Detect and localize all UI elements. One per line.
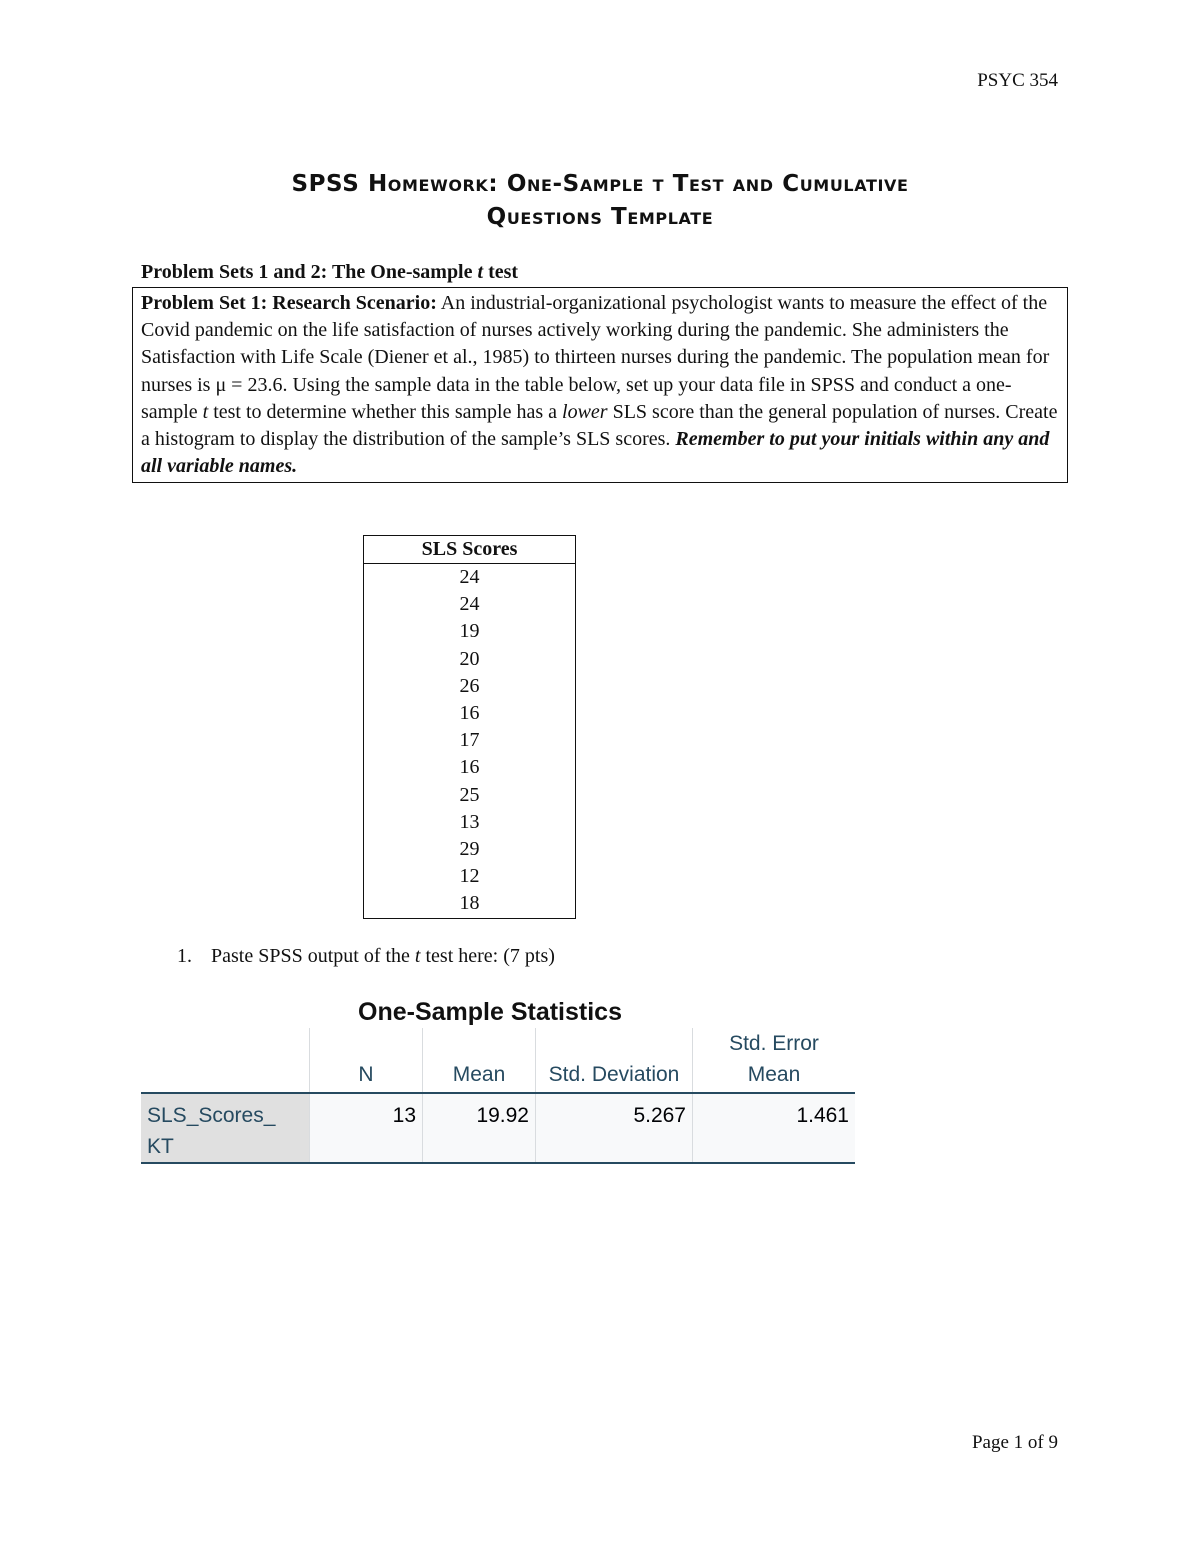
table-row xyxy=(364,782,576,809)
table-row xyxy=(364,564,576,592)
document-title xyxy=(0,168,1200,234)
table-row xyxy=(364,809,576,836)
table-row xyxy=(364,618,576,645)
table-row xyxy=(141,1093,855,1163)
cell-std-error-mean: 1.461 xyxy=(693,1093,856,1163)
section-heading-t: t xyxy=(477,261,484,283)
table-row xyxy=(364,863,576,890)
sls-scores-header: SLS Scores xyxy=(364,536,576,564)
scenario-lower-italic: lower xyxy=(562,400,608,423)
sls-score-cell: 18 xyxy=(459,892,480,915)
col-header-std-deviation: Std. Deviation xyxy=(536,1028,693,1093)
scenario-lead: Problem Set 1: Research Scenario: xyxy=(141,292,437,314)
col-header-se-line1: Std. Error xyxy=(729,1032,819,1055)
table-row xyxy=(364,700,576,727)
title-line-2: Questions Template xyxy=(486,204,714,230)
sls-score-cell: 17 xyxy=(459,729,480,752)
section-heading-suffix: test xyxy=(483,261,519,283)
corner-cell xyxy=(141,1028,310,1093)
col-header-se-line2: Mean xyxy=(747,1063,801,1086)
question-1 xyxy=(177,945,555,968)
scenario-text-2: test to determine whether this sample has a xyxy=(208,400,563,423)
question-text-suffix: test here: (7 pts) xyxy=(420,945,555,967)
col-header-n: N xyxy=(310,1028,423,1093)
row-label xyxy=(141,1093,310,1163)
scenario-emphasis: Remember to put your initials within any and all variable names. xyxy=(141,428,1050,478)
cell-mean: 19.92 xyxy=(423,1093,536,1163)
table-row xyxy=(364,890,576,918)
sls-score-cell: 24 xyxy=(459,566,480,588)
section-heading-text: Problem Sets 1 and 2: The One-sample xyxy=(141,261,478,283)
col-header-mean: Mean xyxy=(423,1028,536,1093)
title-line-1: SPSS Homework: One-Sample t Test and Cumulative xyxy=(291,171,909,197)
spss-output-title: One-Sample Statistics xyxy=(358,998,622,1026)
sls-score-cell: 16 xyxy=(459,756,480,779)
table-row xyxy=(364,836,576,863)
sls-score-cell: 24 xyxy=(459,593,480,616)
sls-score-cell: 25 xyxy=(459,783,480,806)
table-row xyxy=(364,591,576,618)
spss-one-sample-statistics-table xyxy=(141,1028,855,1164)
row-label-line2: KT xyxy=(147,1135,174,1158)
section-heading xyxy=(141,261,518,284)
sls-score-cell: 16 xyxy=(459,702,480,725)
sls-score-cell: 13 xyxy=(459,810,480,833)
scenario-t-italic: t xyxy=(202,400,209,423)
sls-score-cell: 29 xyxy=(459,838,480,861)
sls-scores-table xyxy=(363,535,576,919)
question-number: 1. xyxy=(177,945,192,967)
question-text: Paste SPSS output of the xyxy=(211,945,415,967)
col-header-std-error-mean xyxy=(693,1028,856,1093)
table-row xyxy=(364,673,576,700)
page-number: Page 1 of 9 xyxy=(971,1432,1058,1453)
table-row xyxy=(364,727,576,754)
scenario-text-3: SLS score than the general population of nurses. Create a histogram to display the distribution of the sample’s SLS scores. xyxy=(141,400,1058,451)
sls-score-cell: 20 xyxy=(459,647,480,670)
table-row xyxy=(364,754,576,781)
row-label-line1: SLS_Scores_ xyxy=(147,1104,276,1127)
question-t-italic: t xyxy=(414,945,421,967)
sls-score-cell: 19 xyxy=(459,620,480,643)
research-scenario-box xyxy=(132,287,1068,483)
table-row xyxy=(364,646,576,673)
sls-score-cell: 26 xyxy=(459,674,480,697)
sls-score-cell: 12 xyxy=(459,865,480,888)
cell-std-deviation: 5.267 xyxy=(536,1093,693,1163)
cell-n: 13 xyxy=(310,1093,423,1163)
course-code: PSYC 354 xyxy=(977,70,1058,91)
scenario-text-1: An industrial-organizational psychologist wants to measure the effect of the Covid pandemic on the life satisfaction of nurses actively working during the pandemic. She administers the Satisfaction with Life Scale (Diener et al., 1985) to thirteen nurses during the pandemic. The population mean for nurses is μ = 23.6. Using the sample data in the table below, set up your data file in SPSS and conduct a one-sample xyxy=(141,292,1050,423)
